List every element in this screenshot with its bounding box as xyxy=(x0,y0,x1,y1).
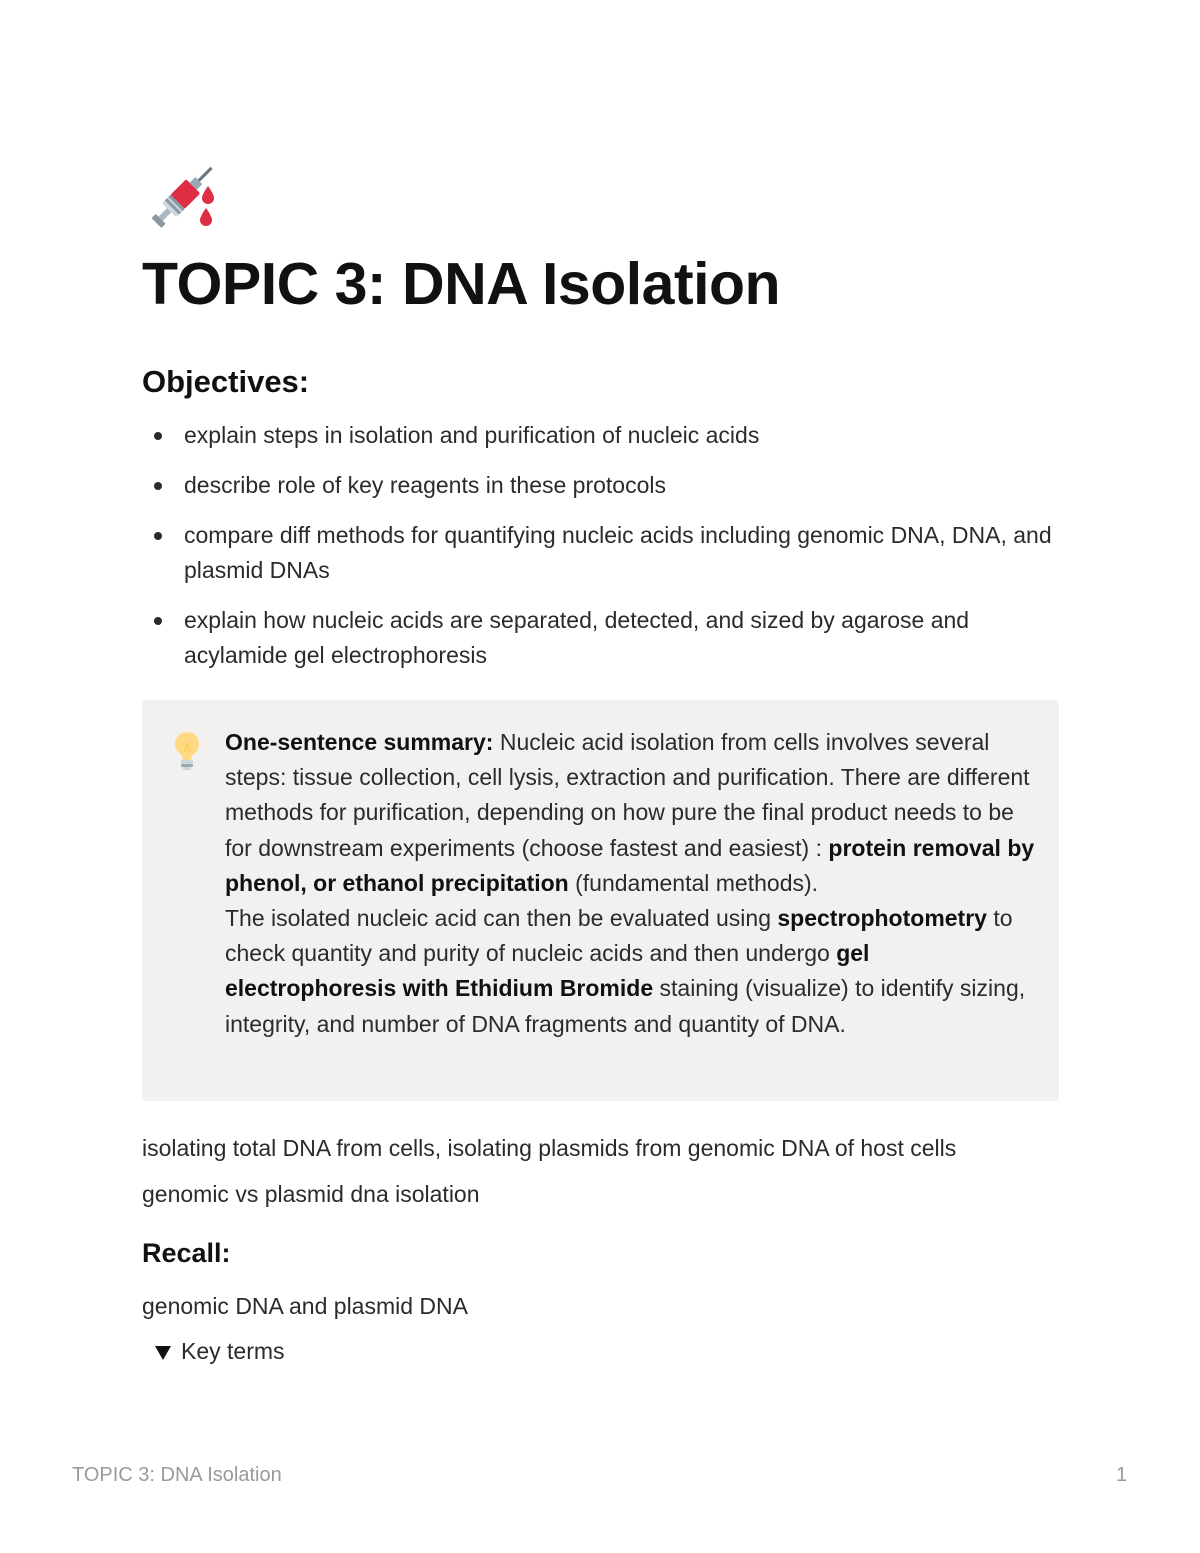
objectives-heading: Objectives: xyxy=(142,364,310,399)
callout-label: One-sentence summary: xyxy=(225,729,494,755)
objectives-list xyxy=(142,418,1052,688)
triangle-down-icon[interactable] xyxy=(155,1346,171,1360)
body-paragraph: genomic vs plasmid dna isolation xyxy=(142,1181,480,1207)
footer-title: TOPIC 3: DNA Isolation xyxy=(72,1464,282,1486)
summary-callout xyxy=(142,700,1059,1101)
list-item: explain steps in isolation and purification of nucleic acids xyxy=(142,418,1052,453)
bullet-icon xyxy=(154,532,162,540)
toggle-label[interactable]: Key terms xyxy=(181,1338,285,1364)
syringe-icon xyxy=(142,152,226,236)
lightbulb-icon xyxy=(170,730,204,772)
list-item: explain how nucleic acids are separated, detected, and sized by agarose and acylamide gel electrophoresis xyxy=(142,603,1052,673)
bullet-icon xyxy=(154,482,162,490)
page-title: TOPIC 3: DNA Isolation xyxy=(142,251,781,317)
page-number: 1 xyxy=(1116,1464,1128,1486)
recall-text: genomic DNA and plasmid DNA xyxy=(142,1293,468,1319)
callout-text: One-sentence summary: Nucleic acid isolation from cells involves several steps: tissue collection, cell lysis, extraction and purification. There are different methods for purification, depending on how pure the final product needs to be for downstream experiments (choose fastest and easiest) : protein removal by phenol, or ethanol precipitation (fundamental methods).The isolated nucleic acid can then be evaluated using spectrophotometry to check quantity and purity of nucleic acids and then undergo gel electrophoresis with Ethidium Bromide staining (visualize) to identify sizing, integrity, and number of DNA fragments and quantity of DNA. xyxy=(225,729,1035,1037)
list-item: describe role of key reagents in these protocols xyxy=(142,468,1052,503)
recall-heading: Recall: xyxy=(142,1238,231,1268)
bullet-icon xyxy=(154,617,162,625)
key-terms-toggle[interactable] xyxy=(155,1338,285,1365)
body-paragraph: isolating total DNA from cells, isolating plasmids from genomic DNA of host cells xyxy=(142,1135,957,1161)
bullet-icon xyxy=(154,432,162,440)
list-item: compare diff methods for quantifying nucleic acids including genomic DNA, DNA, and plasmid DNAs xyxy=(142,518,1052,588)
